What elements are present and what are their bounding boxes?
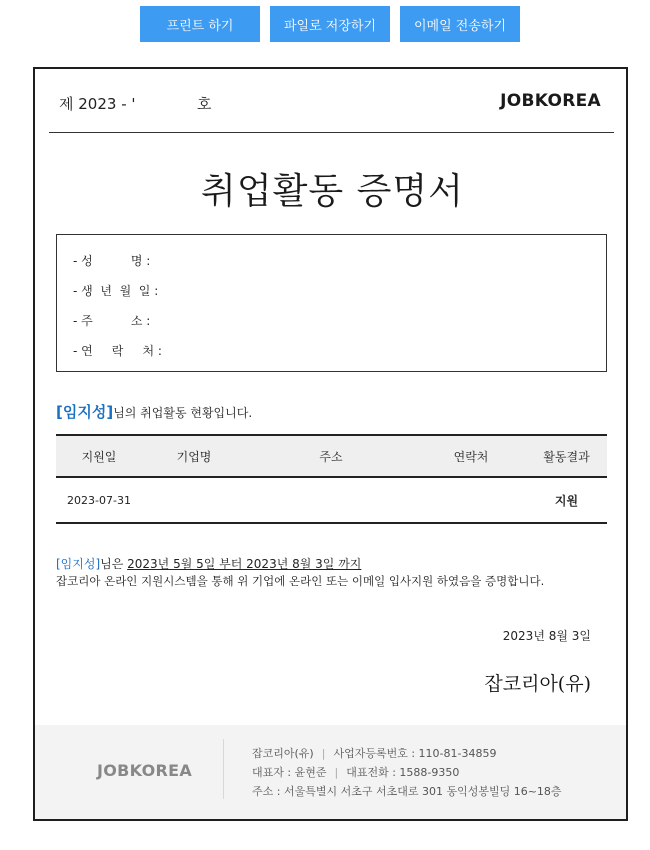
document-number (59, 93, 212, 114)
header-contact: 연락처 (453, 449, 489, 464)
footer-reg-no: 사업자등록번호 : 110-81-34859 (333, 747, 497, 760)
cell-contact (416, 478, 526, 522)
header-divider (49, 132, 614, 133)
cell-company (142, 478, 246, 522)
statement-line-2: 잡코리아 온라인 지원시스템을 통해 위 기업에 온라인 또는 이메일 입사지원 하였음을 증명합니다. (56, 574, 545, 588)
document-number-value: 제 2023 - ' (59, 95, 136, 113)
activity-intro (56, 401, 252, 422)
statement-line-1 (56, 555, 361, 572)
jobkorea-logo: JOBKOREA (500, 91, 601, 111)
toolbar (0, 6, 650, 42)
table-header (56, 434, 607, 478)
cell-address (246, 478, 416, 522)
certificate-title: 취업활동 증명서 (201, 171, 464, 212)
contact-label: - 연 락 처 : (73, 344, 162, 358)
header-company: 기업명 (176, 449, 212, 464)
header-result: 활동결과 (543, 449, 590, 464)
header-apply-date: 지원일 (81, 449, 117, 464)
footer-line-1 (252, 745, 496, 761)
save-file-button[interactable]: 파일로 저장하기 (270, 6, 390, 42)
applicant-name: [임지성] (56, 403, 114, 421)
header-address: 주소 (319, 449, 343, 464)
document-number-suffix: 호 (197, 95, 212, 113)
footer (35, 725, 626, 819)
address-label: - 주 소 : (73, 314, 151, 328)
intro-text: 님의 취업활동 현황입니다. (113, 406, 253, 420)
send-email-button[interactable]: 이메일 전송하기 (400, 6, 520, 42)
print-button[interactable]: 프린트 하기 (140, 6, 260, 42)
footer-separator: | (321, 747, 326, 760)
issue-date: 2023년 8월 3일 (502, 629, 591, 643)
statement-mid: 님은 (100, 557, 128, 571)
footer-logo: JOBKOREA (97, 761, 193, 780)
cell-result: 지원 (554, 493, 579, 508)
footer-address: 주소 : 서울특별시 서초구 서초대로 301 동익성봉빌딩 16~18층 (252, 785, 562, 798)
footer-line-2 (252, 764, 459, 780)
footer-ceo: 대표자 : 윤현준 (252, 766, 327, 779)
cell-apply-date: 2023-07-31 (67, 493, 131, 507)
footer-divider (223, 739, 224, 799)
footer-phone: 대표전화 : 1588-9350 (346, 766, 460, 779)
statement-period: 2023년 5월 5일 부터 2023년 8월 3일 까지 (127, 557, 362, 571)
footer-company: 잡코리아(유) (252, 747, 314, 760)
company-signature: 잡코리아(유) (484, 673, 591, 695)
certificate (33, 67, 628, 821)
activity-table (56, 434, 607, 524)
table-row (56, 478, 607, 524)
footer-separator: | (334, 766, 339, 779)
applicant-info-box (56, 234, 607, 372)
name-label: - 성 명 : (73, 254, 151, 268)
statement-name: [임지성] (56, 557, 101, 571)
birthdate-label: - 생 년 월 일 : (73, 284, 159, 298)
